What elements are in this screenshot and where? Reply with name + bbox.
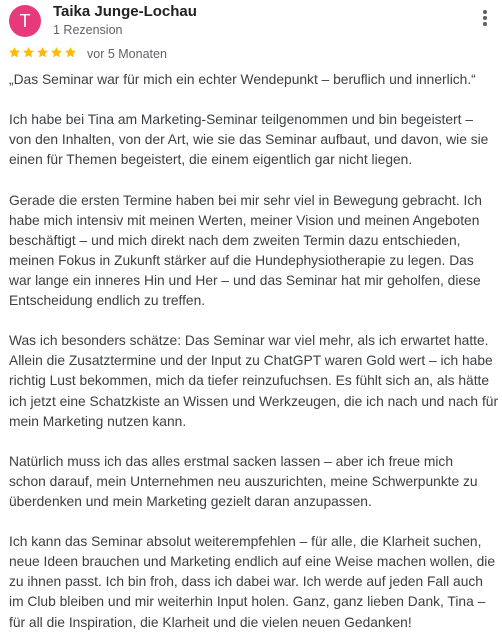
review-paragraph <box>9 532 501 632</box>
star-rating <box>8 46 77 62</box>
review-line: für all die Inspiration, die Klarheit und die vielen neuen Gedanken! <box>9 614 412 630</box>
review-line: einen für Themen begeistert, die einem eigentlich gar nicht liegen. <box>9 152 413 168</box>
review-line: Entscheidung endlich zu treffen. <box>9 293 206 309</box>
review-line: neue Ideen brauchen und Marketing endlich auf eine Weise machen wollen, die <box>9 554 496 570</box>
review-line: beschäftigt – und mich direkt nach dem zweiten Termin dazu entschieden, <box>9 232 461 248</box>
review-line: Ich kann das Seminar absolut weiterempfehlen – für alle, die Klarheit suchen, <box>9 534 482 550</box>
star-icon <box>50 46 63 59</box>
star-icon <box>36 46 49 59</box>
star-icon <box>8 46 21 59</box>
review-count[interactable]: 1 Rezension <box>53 23 123 37</box>
menu-dot <box>483 10 487 14</box>
review-line: richtig Lust bekommen, mich da tiefer reinzufuchsen. Es fühlt sich an, als hätte <box>9 373 490 389</box>
review-line: meinen Fokus in Zukunft stärker auf die Hundephysiotherapie zu legen. Das <box>9 252 474 268</box>
review-line: Natürlich muss ich das alles erstmal sacken lassen – aber ich freue mich <box>9 453 453 469</box>
review-line: von den Inhalten, von der Art, wie sie das Seminar aufbaut, und davon, wie sie <box>9 132 489 148</box>
reviewer-name[interactable]: Taika Junge-Lochau <box>53 3 197 20</box>
review-line: Gerade die ersten Termine haben bei mir sehr viel in Bewegung gebracht. Ich <box>9 192 482 208</box>
review-line: zu ihnen passt. Ich bin froh, dass ich dabei war. Ich werde auf jeden Fall auch <box>9 574 483 590</box>
avatar[interactable]: T <box>9 5 41 37</box>
review-line: im Club bleiben und mir weiterhin Input holen. Ganz, ganz lieben Dank, Tina – <box>9 594 486 610</box>
review-line: Was ich besonders schätze: Das Seminar war viel mehr, als ich erwartet hatte. <box>9 333 489 349</box>
review-line: Ich habe bei Tina am Marketing-Seminar teilgenommen und bin begeistert – <box>9 112 473 128</box>
menu-dot <box>483 22 487 26</box>
review-line: „Das Seminar war für mich ein echter Wendepunkt – beruflich und innerlich.“ <box>9 72 476 87</box>
review-paragraph <box>9 70 501 90</box>
more-vert-icon[interactable] <box>478 8 492 30</box>
star-icon <box>22 46 35 59</box>
review-paragraph <box>9 452 501 512</box>
menu-dot <box>483 16 487 20</box>
review-text <box>9 70 501 642</box>
review-line: schon darauf, mein Unternehmen neu auszurichten, meine Schwerpunkte zu <box>9 473 478 489</box>
review-line: war lange ein inneres Hin und Her – und das Seminar hat mir geholfen, diese <box>9 272 481 288</box>
review-line: Allein die Zusatztermine und der Input zu ChatGPT waren Gold wert – ich habe <box>9 353 493 369</box>
review-age: vor 5 Monaten <box>87 47 167 61</box>
review-paragraph <box>9 191 501 312</box>
review-paragraph <box>9 331 501 431</box>
review-line: überdenken und mein Marketing gezielt daran anzupassen. <box>9 493 372 509</box>
review-paragraph <box>9 110 501 170</box>
review-line: ich jetzt eine Schatzkiste an Wissen und Werkzeugen, die ich nach und nach für <box>9 393 499 409</box>
review-line: habe mich intensiv mit meinen Werten, meiner Vision und meinen Angeboten <box>9 212 480 228</box>
review-line: mein Marketing nutzen kann. <box>9 413 187 429</box>
star-icon <box>64 46 77 59</box>
